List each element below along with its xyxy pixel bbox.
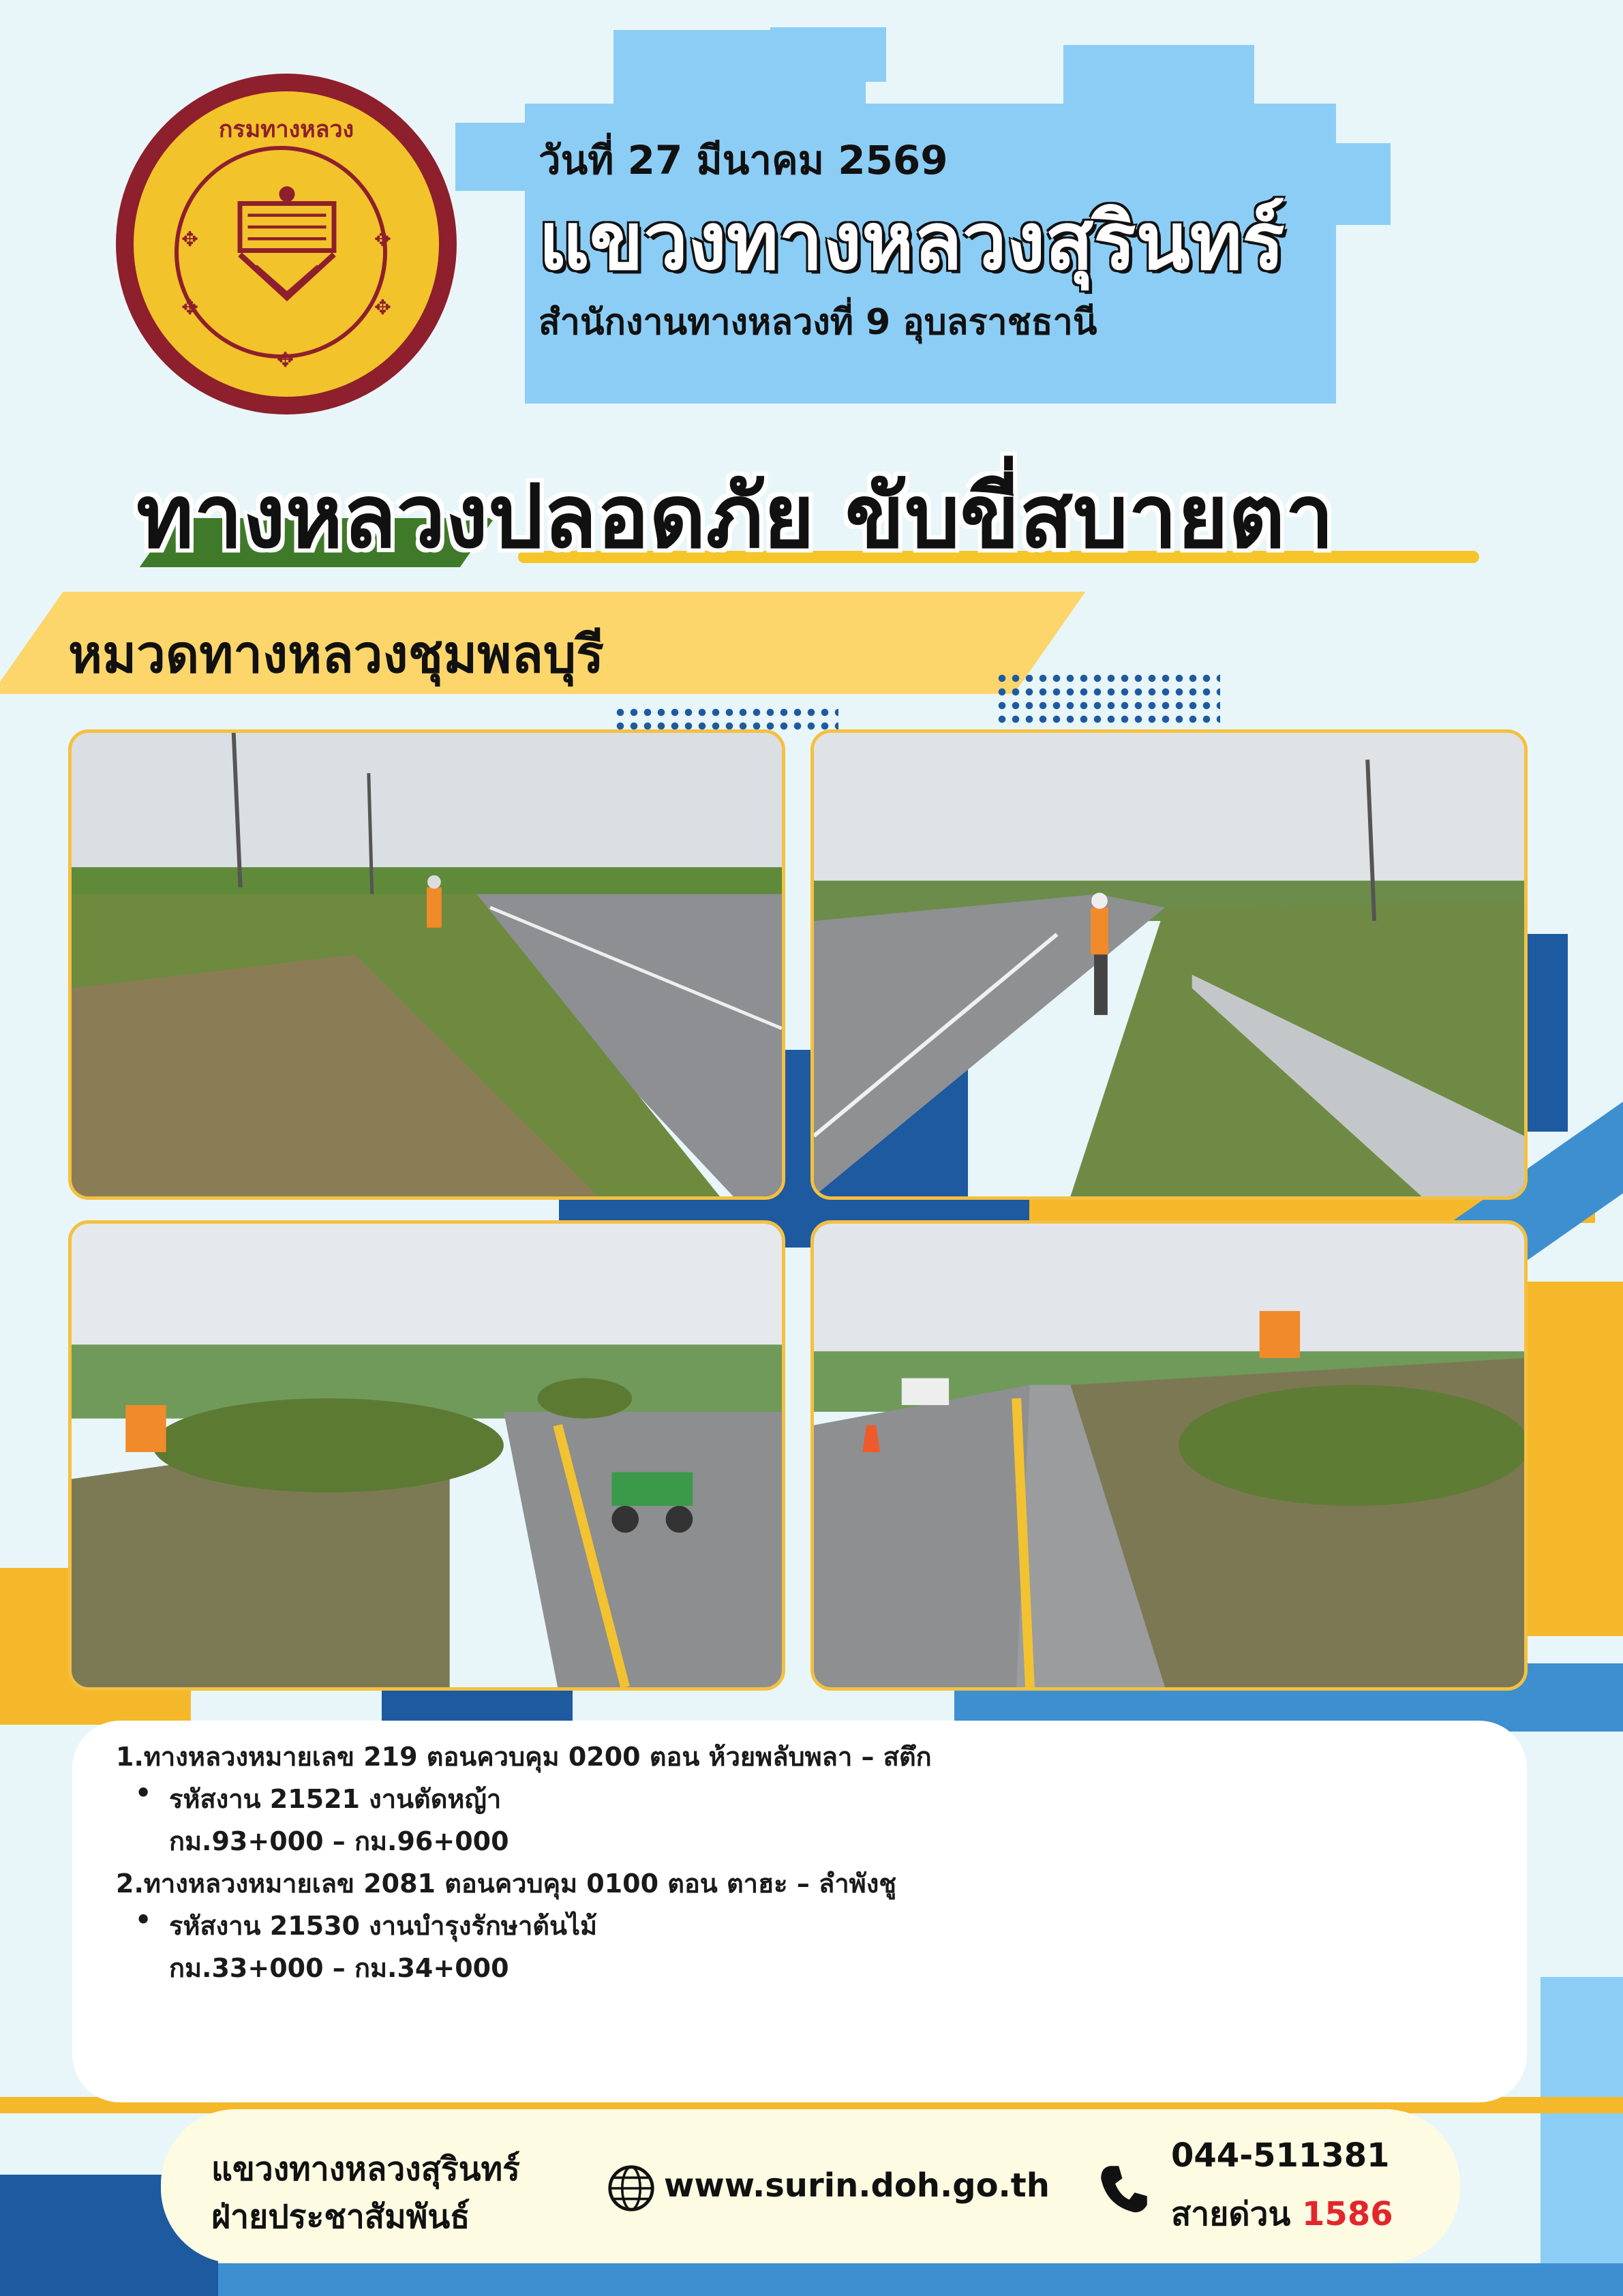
regional-office: สำนักงานทางหลวงที่ 9 อุบลราชธานี [539,302,1097,343]
header-blue-block [1336,143,1391,225]
bottom-blue-base [218,2263,1623,2296]
dot-pattern [995,671,1220,726]
ornament-icon: ✥ [374,296,391,320]
ornament-icon: ✥ [181,296,199,320]
footer-department: ฝ่ายประชาสัมพันธ์ [211,2198,470,2236]
header-blue-block [1063,45,1254,134]
ornament-icon: ✥ [374,228,391,252]
hotline-number[interactable]: 1586 [1302,2195,1393,2233]
work-details-panel [72,1721,1527,2102]
contact-footer [161,2109,1460,2263]
route-item-1-task: • รหัสงาน 21521 งานตัดหญ้า [169,1778,501,1819]
phone-icon [1097,2162,1151,2216]
logo-emblem [131,89,442,399]
dot-pattern [613,706,838,733]
photo-guardrail-trimming [810,729,1528,1200]
ornament-icon: ✥ [181,228,199,252]
route-item-2-km: กม.33+000 – กม.34+000 [169,1953,509,1983]
department-logo [116,74,457,414]
footer-org-name: แขวงทางหลวงสุรินทร์ [211,2150,520,2188]
photo-median-shrub-trimming [68,1220,785,1691]
route-item-2-task: • รหัสงาน 21530 งานบำรุงรักษาต้นไม้ [169,1905,597,1946]
hotline [1171,2188,1393,2240]
photo-median-maintenance-cones [810,1220,1528,1691]
website-link[interactable]: www.surin.doh.go.th [664,2166,1050,2205]
right-yellow-block [1527,1282,1623,1636]
route-item-2: 2.ทางหลวงหมายเลข 2081 ตอนควบคุม 0100 ตอน ตาฮะ – ลำพังชู [116,1869,897,1899]
office-title: แขวงทางหลวงสุรินทร์ [539,196,1285,288]
header-blue-block [770,27,886,82]
unit-title: หมวดทางหลวงชุมพลบุรี [68,624,604,684]
ornament-icon: ✥ [277,348,294,372]
logo-crest-icon [209,180,365,337]
globe-icon [607,2164,656,2213]
route-item-1: 1.ทางหลวงหมายเลข 219 ตอนควบคุม 0200 ตอน ห้วยพลับพลา – สตึก [116,1742,932,1772]
header-blue-block [455,123,537,191]
report-date: วันที่ 27 มีนาคม 2569 [539,137,948,183]
phone-number[interactable]: 044-511381 [1171,2136,1390,2175]
right-light-block [1541,1977,1623,2296]
slogan: ทางหลวงปลอดภัย ขับขี่สบายตา [136,466,1335,568]
logo-text: กรมทางหลวง [218,116,354,143]
route-item-1-km: กม.93+000 – กม.96+000 [169,1826,509,1856]
photo-roadside-grass-cutting [68,729,785,1200]
hotline-label: สายด่วน [1171,2195,1291,2233]
